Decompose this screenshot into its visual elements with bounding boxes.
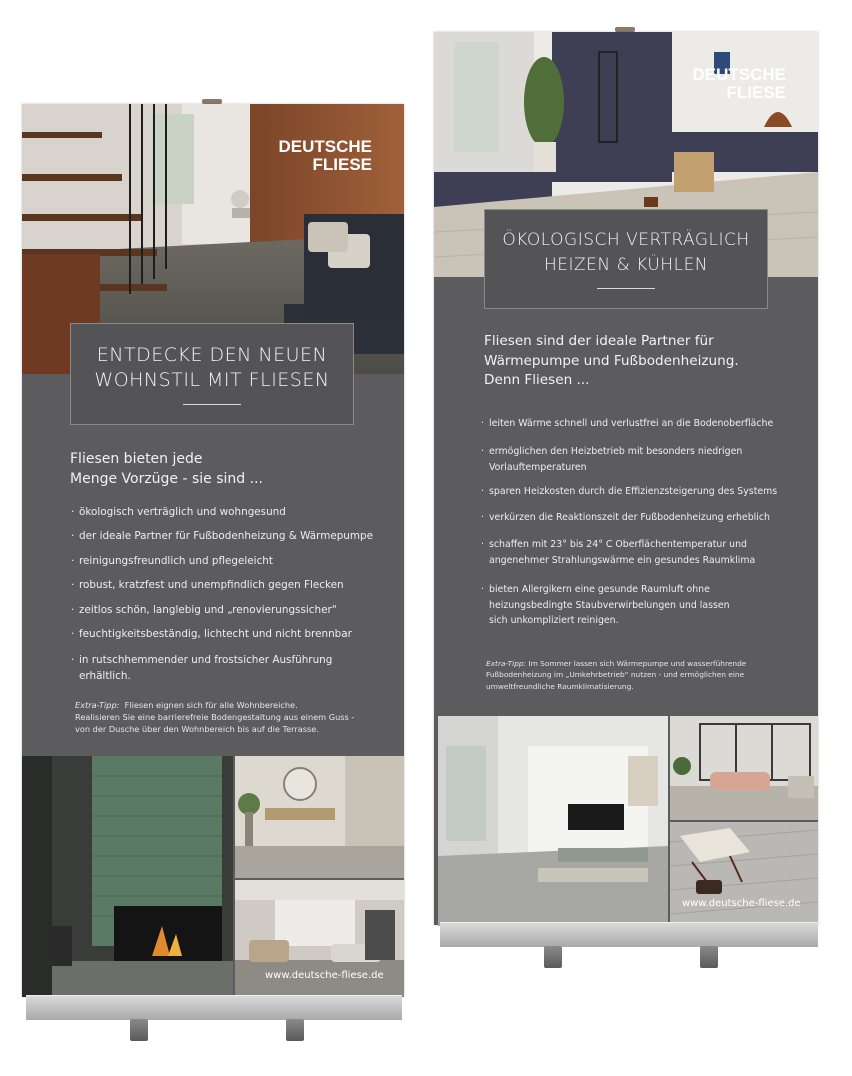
headline-underline xyxy=(597,288,655,289)
intro-line-1: Fliesen sind der ideale Partner für xyxy=(484,333,714,349)
photo-fireplace xyxy=(22,756,233,997)
headline-panel-right xyxy=(484,209,768,309)
list-item: · reinigungsfreundlich und pflegeleicht xyxy=(79,555,273,567)
tip-line-3: umweltfreundliche Raumklimatisierung. xyxy=(486,681,634,691)
banner-foot-left-1 xyxy=(130,1019,148,1041)
intro-text-left xyxy=(70,449,263,490)
photo-modern-living xyxy=(438,716,668,926)
tip-line-1: Im Sommer lassen sich Wärmepumpe und wasserführende xyxy=(528,659,747,668)
tip-line-3: von der Dusche über den Wohnbereich bis auf die Terrasse. xyxy=(75,723,319,734)
list-item: · der ideale Partner für Fußbodenheizung & Wärmepumpe xyxy=(79,530,373,542)
photo-bedroom-floor xyxy=(670,822,818,926)
banner-base-left xyxy=(26,995,402,1020)
headline-line-2: HEIZEN & KÜHLEN xyxy=(543,255,709,275)
headline-line-1: ENTDECKE DEN NEUEN xyxy=(96,344,328,366)
headline-line-1: ÖKOLOGISCH VERTRÄGLICH xyxy=(502,230,750,250)
photo-lounge xyxy=(670,716,818,820)
photo-bathroom xyxy=(235,756,404,878)
list-item: · leiten Wärme schnell und verlustfrei an die Bodenoberfläche xyxy=(489,418,773,429)
extra-tip-left xyxy=(75,700,354,736)
list-item: · bieten Allergikern eine gesunde Raumluft ohne heizungsbedingte Staubverwirbelungen und lassen sich unkompliziert reinigen. xyxy=(489,582,730,629)
list-item: · in rutschhemmender und frostsicher Ausführung erhältlich. xyxy=(79,652,332,684)
extra-tip-right xyxy=(486,658,746,692)
list-item: · ökologisch verträglich und wohngesund xyxy=(79,506,286,518)
tip-label: Extra-Tipp: xyxy=(486,659,527,668)
headline-panel-left xyxy=(70,323,354,425)
brand-logo-left xyxy=(262,138,372,174)
logo-line-2: FLIESE xyxy=(726,82,786,102)
list-item: · schaffen mit 23° bis 24° C Oberflächentemperatur und angenehmer Strahlungswärme ein gesundes Raumklima xyxy=(489,537,755,568)
banner-foot-right-2 xyxy=(700,946,718,968)
banner-foot-right-1 xyxy=(544,946,562,968)
roll-up-banner-right xyxy=(434,32,818,925)
tip-line-1: Fliesen eignen sich für alle Wohnbereiche. xyxy=(124,700,298,710)
logo-line-1: DEUTSCHE xyxy=(278,137,372,156)
intro-line-3: Denn Fliesen ... xyxy=(484,372,590,389)
logo-line-1: DEUTSCHE xyxy=(692,65,786,84)
intro-line-1: Fliesen bieten jede xyxy=(70,451,203,467)
intro-text-right xyxy=(484,332,739,391)
tip-line-2: Realisieren Sie eine barrierefreie Bodengestaltung aus einem Guss - xyxy=(75,711,355,722)
website-url-left: www.deutsche-fliese.de xyxy=(265,970,384,981)
headline-underline xyxy=(183,404,241,405)
banner-foot-left-2 xyxy=(286,1019,304,1041)
brand-logo-right xyxy=(674,66,786,102)
logo-line-2: FLIESE xyxy=(312,154,372,174)
list-item: · sparen Heizkosten durch die Effizienzsteigerung des Systems xyxy=(489,486,777,497)
intro-line-2: Menge Vorzüge - sie sind ... xyxy=(70,471,263,488)
list-item: · feuchtigkeitsbeständig, lichtecht und nicht brennbar xyxy=(79,628,352,640)
banner-base-right xyxy=(440,922,818,947)
intro-line-2: Wärmepumpe und Fußbodenheizung. xyxy=(484,352,739,369)
tip-line-2: Fußbodenheizung im „Umkehrbetrieb“ nutzen - und ermöglichen eine xyxy=(486,670,745,680)
headline-line-2: WOHNSTIL MIT FLIESEN xyxy=(94,369,330,391)
roll-up-banner-left xyxy=(22,104,404,997)
list-item: · robust, kratzfest und unempfindlich gegen Flecken xyxy=(79,579,344,591)
tip-label: Extra-Tipp: xyxy=(75,700,120,710)
list-item: · zeitlos schön, langlebig und „renovierungssicher“ xyxy=(79,604,337,616)
list-item: · verkürzen die Reaktionszeit der Fußbodenheizung erheblich xyxy=(489,512,770,523)
website-url-right: www.deutsche-fliese.de xyxy=(682,898,801,909)
list-item: · ermöglichen den Heizbetrieb mit besonders niedrigen Vorlauftemperaturen xyxy=(489,444,742,475)
